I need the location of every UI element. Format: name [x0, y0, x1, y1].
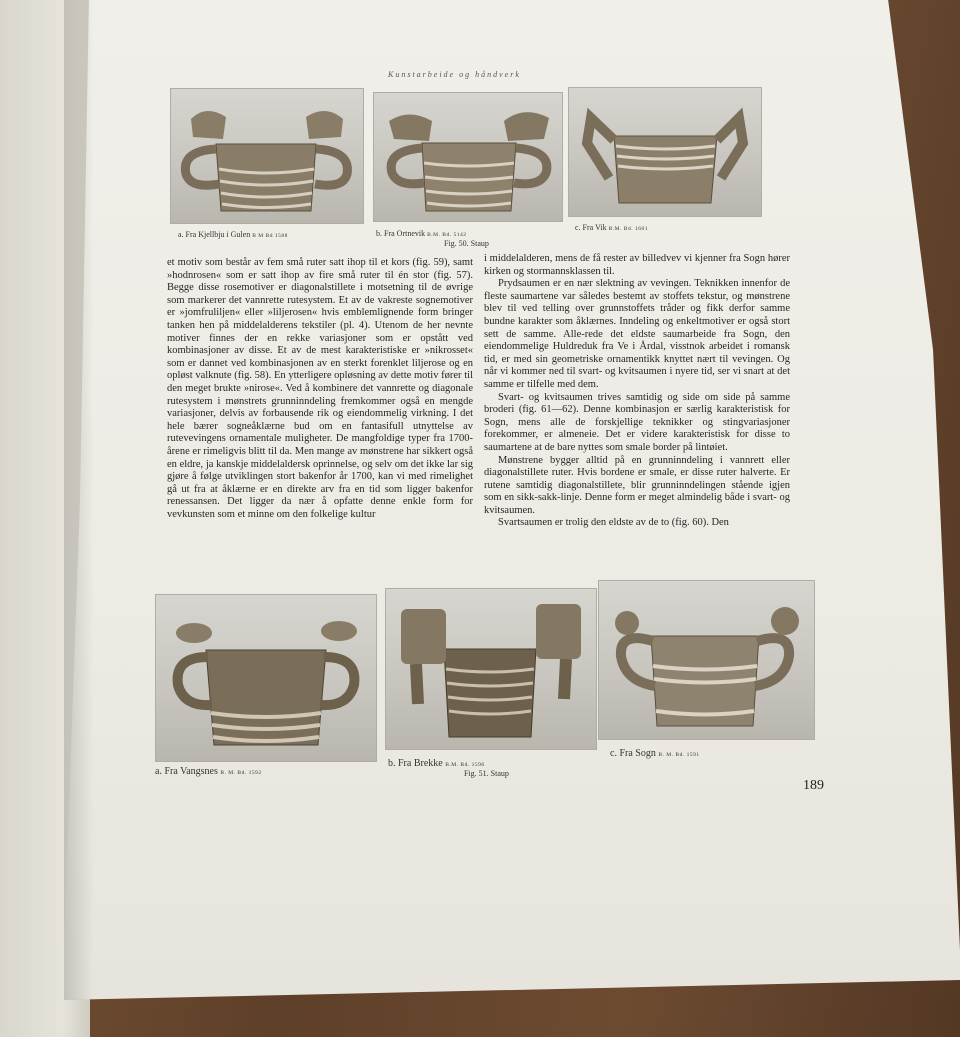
- tankard-illustration-b: [374, 93, 562, 221]
- photo-staup-brekke: [385, 588, 597, 750]
- caption-bottom-b-label: b. Fra Brekke: [388, 758, 443, 769]
- caption-bottom-b-ref: B.M. Bd. 1596: [445, 762, 485, 768]
- right-paragraph-2: Prydsaumen er en nær slektning av vevingen. Teknikken innenfor de fleste saumartene var således bestemt av stoffets tekstur, og mønstrene blev til ved telling over grunnstoffets tråder og fikk derfor samme bundne karakter som åklærnes. Inndeling og enkeltmotiver er også stort sett de samme. Alle-rede det eldste saumarbeide fra Sogn, den eiendommelige Huldreduk fra Ve i Årdal, visstnok arbeidet i romansk tid, er med sin geometriske ornamentikk knyttet nært til vevingen. Og når vi kommer ned til svart- og kvitsaumen i nyere tid, ser vi snart at det samme er tilfelle med dem.: [484, 278, 790, 390]
- caption-bottom-c-ref: B. M. Bd. 1591: [658, 752, 700, 758]
- right-paragraph-3: Svart- og kvitsaumen trives samtidig og side om side på samme broderi (fig. 61—62). Denne kombinasjon er særlig karakteristisk for Sogn, mens alle de forskjellige teknikker og stingvariasjoner forekommer, er almeneie. Det er videre karakteristisk for disse to saumartene at de bare nyttes som smale border på lintøiet.: [484, 391, 790, 453]
- tankard-illustration-a: [171, 89, 363, 223]
- caption-bottom-c: [610, 748, 700, 759]
- caption-top-c-ref: B.M. Bd. 1601: [608, 226, 648, 232]
- caption-top-b-ref: B.M. Bd. 5142: [427, 232, 467, 238]
- right-paragraph-5: Svartsaumen er trolig den eldste av de to (fig. 60). Den: [498, 517, 729, 529]
- text-column-left: [167, 257, 473, 521]
- photo-staup-vangsnes: [155, 594, 377, 762]
- tankard-illustration-f: [599, 581, 814, 739]
- caption-top-b: [376, 229, 466, 238]
- photo-staup-sogn: [598, 580, 815, 740]
- tankard-illustration-d: [156, 595, 376, 761]
- text-column-right: [484, 253, 790, 530]
- caption-top-c: [575, 223, 648, 232]
- photo-staup-kjellbju: [170, 88, 364, 224]
- caption-top-b-label: b. Fra Ortnevik: [376, 229, 426, 238]
- running-header: Kunstarbeide og håndverk: [388, 70, 521, 79]
- caption-bottom-b: [388, 758, 485, 769]
- page-number: 189: [803, 778, 824, 793]
- left-paragraph: et motiv som består av fem små ruter satt ihop til et kors (fig. 59), samt »hodnrosen« som er satt ihop av fire små ruter til én stor (fig. 57). Begge disse rosemotiver er diagonalstillete i motsetning til de øvrige som markerer det vannrette rutesystem. Et av de vakreste sognemotiver er »jomfruliljen« eller »liljerosen« hvis emblemlignende form bringer tanken hen på middelalderens tekstiler (pl. 4). Utenom de her nevnte motiver finnes der en rekke variasjoner som er opstått ved kombinasjoner av disse. Et av de mest karakteristiske er »nikrosset« som er dannet ved kombinasjonen av en sterkt forenklet liljerose og en opløst valknute (fig. 58). En ytterligere opløsning av dette motiv fører til den meget brukte »nirose«. Ved å kombinere det vannrette og diagonale rutesystem i mønstrets grunninndeling fremkommer også en mengde variasjoner, delvis av forbausende rik og eiendommelig virkning. I det hele bærer sogneåklærne bud om en fantasifull utnyttelse av rutevevingens ornamentale muligheter. De mangfoldige typer fra 1700-årene er rimeligvis blitt til da. Men mange av mønstrene har sikkert også en eldre, ja kanskje middelaldersk oprinnelse, og selv om det ikke lar sig gjøre å følge utviklingen stort bakenfor år 1700, kan vi med rimelighet gå ut fra at åklærne er en direkte arv fra en tid som ligger bakenfor renessansen. Det ligger da nær å opfatte denne enkle form for vevkunsten som et minne om den folkelige kultur: [167, 257, 473, 520]
- caption-bottom-c-label: c. Fra Sogn: [610, 748, 656, 759]
- photo-staup-ortnevik: [373, 92, 563, 222]
- caption-bottom-a-label: a. Fra Vangsnes: [155, 766, 218, 777]
- caption-top-a-label: a. Fra Kjellbju i Gulen: [178, 230, 251, 239]
- caption-bottom-a: [155, 766, 262, 777]
- tankard-illustration-c: [569, 88, 761, 216]
- caption-top-c-label: c. Fra Vik: [575, 223, 607, 232]
- photo-staup-vik: [568, 87, 762, 217]
- page-gutter-shadow: [64, 0, 94, 1000]
- right-paragraph-1: i middelalderen, mens de få rester av billedvev vi kjenner fra Sogn hører kirken og stormannsklassen til.: [484, 253, 790, 277]
- caption-top-a-ref: B M Bd 1588: [252, 233, 288, 239]
- right-paragraph-4: Mønstrene bygger alltid på en grunninndeling i vannrett eller diagonalstillete ruter. Hvis bordene er smale, er disse ruter halverte. Er rutene samtidig diagonalstillete, blir grunninndelingen stående igjen som en sikk-sakk-linje. Denne form er meget almindelig både i svart- og kvitsaumen.: [484, 454, 790, 516]
- figure-50-caption: Fig. 50. Staup: [444, 239, 489, 248]
- caption-top-a: [178, 230, 288, 239]
- tankard-illustration-e: [386, 589, 596, 749]
- caption-bottom-a-ref: B. M. Bd. 1592: [220, 770, 262, 776]
- figure-51-caption: Fig. 51. Staup: [464, 769, 509, 778]
